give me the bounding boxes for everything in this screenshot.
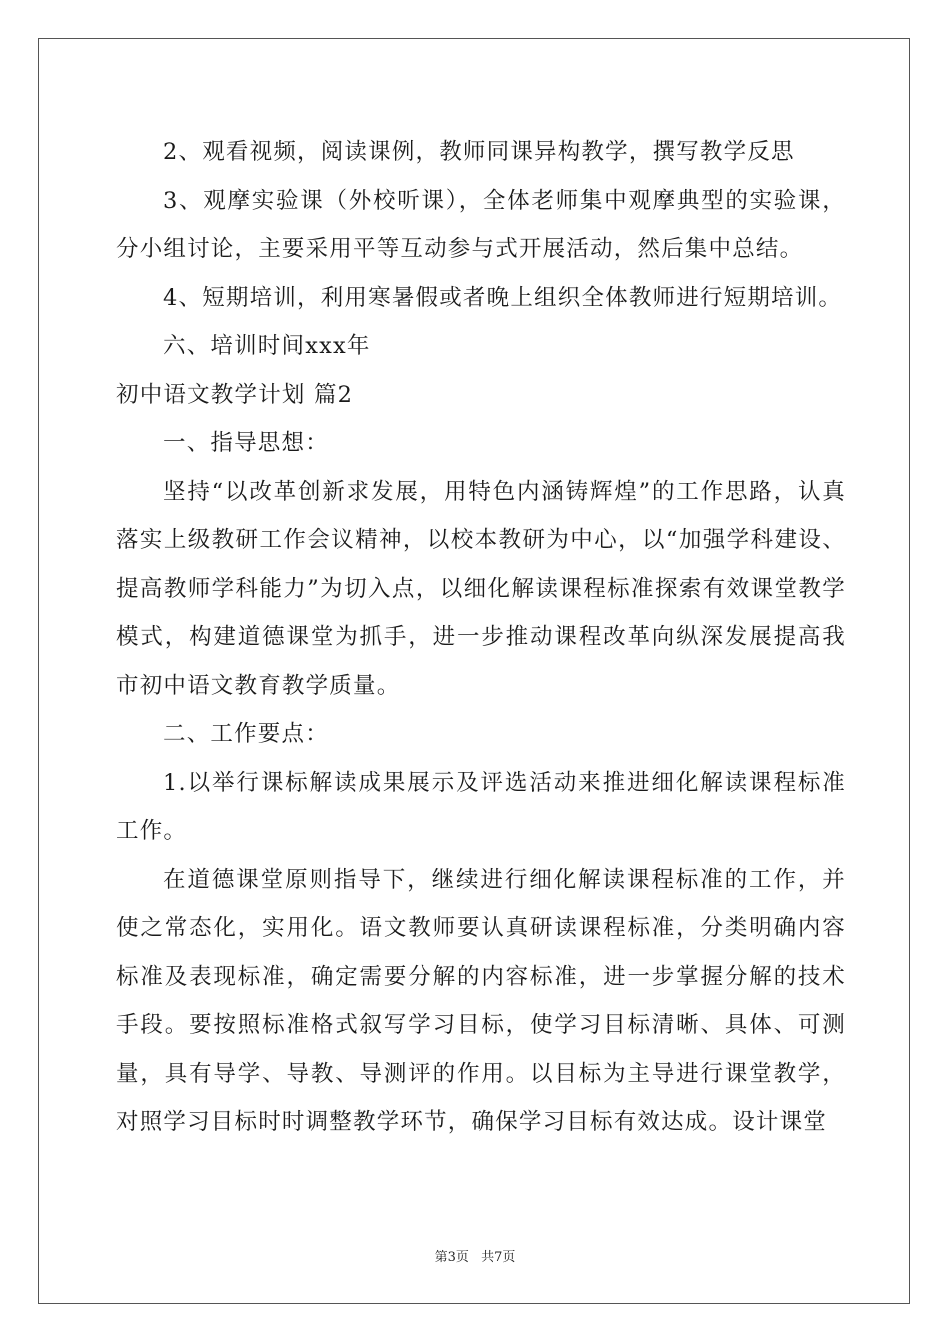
paragraph-item-2: 2、观看视频，阅读课例，教师同课异构教学，撰写教学反思 <box>163 139 795 165</box>
paragraph-moral-classroom: 在道德课堂原则指导下，继续进行细化解读课程标准的工作，并使之常态化，实用化。语文教师要认真研读课程标准，分类明确内容标准及表现标准，确定需要分解的内容标准，进一步掌握分解的技术手段。要按照标准格式叙写学习目标，使学习目标清晰、具体、可测量，具有导学、导教、导测评的作用。以目标为主导进行课堂教学，对照学习目标时时调整教学环节，确保学习目标有效达成。设计课堂 <box>116 866 846 1135</box>
paragraph-item-3: 3、观摩实验课（外校听课），全体老师集中观摩典型的实验课，分小组讨论，主要采用平等互动参与式开展活动，然后集中总结。 <box>116 187 846 262</box>
page-number: 第3页 <box>434 1250 469 1265</box>
paragraph-guiding-thought: 坚持“以改革创新求发展，用特色内涵铸辉煌”的工作思路，认真落实上级教研工作会议精神，以校本教研为中心，以“加强学科建设、提高教师学科能力”为切入点，以细化解读课程标准探索有效课堂教学模式，构建道德课堂为抓手，进一步推动课程改革向纵深发展提高我市初中语文教育教学质量。 <box>116 478 846 699</box>
section-heading-work-points: 二、工作要点： <box>163 721 329 747</box>
section-heading-training-time: 六、培训时间xxx年 <box>163 333 371 359</box>
paragraph-work-point-1: 1.以举行课标解读成果展示及评选活动来推进细化解读课程标准工作。 <box>116 769 846 844</box>
section-heading-guiding-thought: 一、指导思想： <box>163 430 329 456</box>
page-footer <box>0 1246 950 1265</box>
document-body <box>116 128 846 1147</box>
section-title-part-2: 初中语文教学计划 篇2 <box>116 381 354 408</box>
total-pages: 共7页 <box>481 1250 516 1265</box>
paragraph-item-4: 4、短期培训，利用寒暑假或者晚上组织全体教师进行短期培训。 <box>163 284 843 311</box>
